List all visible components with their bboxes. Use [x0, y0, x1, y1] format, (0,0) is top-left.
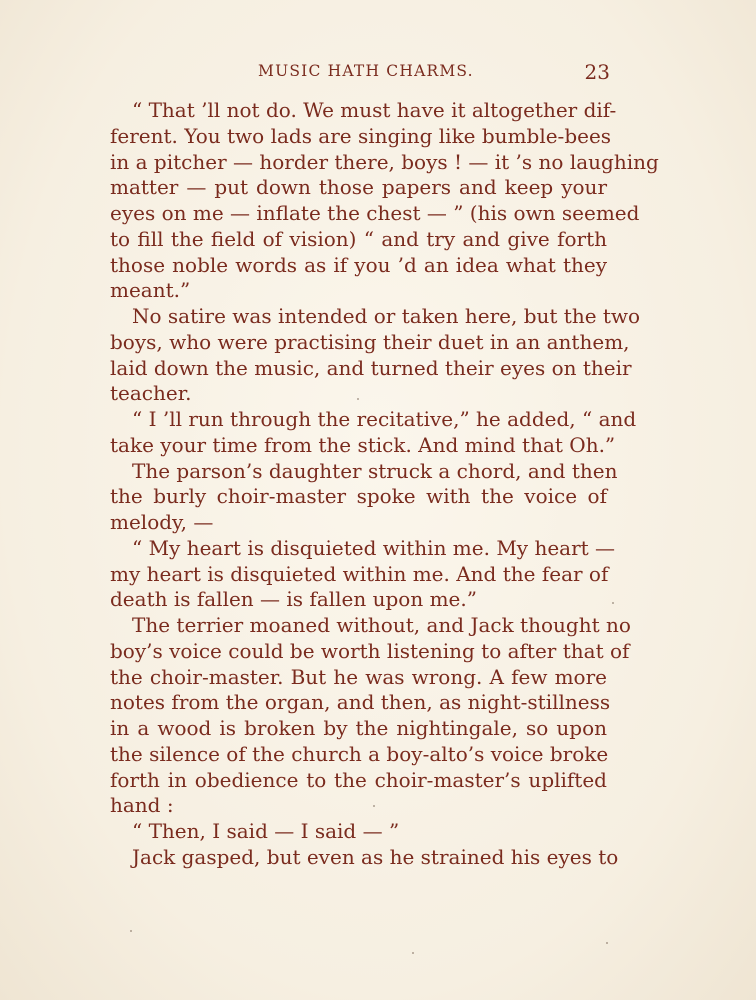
text-line: to fill the field of vision) “ and try and give forth — [110, 226, 607, 251]
text-line: melody, — — [110, 510, 214, 534]
text-line: notes from the organ, and then, as night-stillness — [110, 690, 611, 715]
page-number: 23 — [584, 60, 610, 84]
text-line: eyes on me — inflate the chest — ” (his own seemed — [110, 201, 640, 225]
text-line: Jack gasped, but even as he strained his eyes to — [132, 844, 619, 869]
text-line: my heart is disquieted within me. And the fear of — [110, 561, 609, 586]
text-line: hand : — [110, 793, 174, 818]
running-title: MUSIC HATH CHARMS. — [258, 62, 474, 80]
text-line: The parson’s daughter struck a chord, and then — [132, 458, 618, 483]
text-line: in a pitcher — horder there, boys ! — it ’s no laughing — [110, 149, 659, 174]
text-line: the burly choir-master spoke with the voice of — [110, 484, 607, 509]
text-line: laid down the music, and turned their eyes on their — [110, 355, 632, 380]
text-line: boys, who were practising their duet in an anthem, — [110, 329, 630, 354]
text-line: No satire was intended or taken here, but the two — [132, 304, 641, 328]
text-line: ferent. You two lads are singing like bumble-bees — [110, 123, 612, 148]
text-line: The terrier moaned without, and Jack thought no — [132, 613, 631, 637]
text-line: “ I ’ll run through the recitative,” he added, “ and — [132, 407, 637, 431]
body-text — [110, 98, 659, 871]
text-line: forth in obedience to the choir-master’s uplifted — [110, 767, 607, 792]
paper-speck — [373, 805, 375, 807]
paper-speck — [612, 602, 614, 604]
paper-speck — [412, 952, 414, 954]
text-line: the choir-master. But he was wrong. A few more — [110, 664, 607, 689]
text-line: the silence of the church a boy-alto’s voice broke — [110, 741, 609, 766]
paper-speck — [130, 930, 132, 932]
text-line: death is fallen — is fallen upon me.” — [110, 587, 477, 612]
text-line: those noble words as if you ’d an idea what they — [110, 252, 607, 277]
text-line: “ My heart is disquieted within me. My heart — — [132, 535, 616, 560]
text-line: “ Then, I said — I said — ” — [132, 819, 400, 843]
text-line: teacher. — [110, 381, 192, 406]
paper-speck — [357, 398, 359, 400]
page-header — [110, 60, 610, 86]
text-line: “ That ’ll not do. We must have it altogether dif- — [132, 98, 617, 122]
text-line: in a wood is broken by the nightingale, so upon — [110, 716, 607, 740]
paper-speck — [606, 942, 608, 944]
text-line: matter — put down those papers and keep your — [110, 175, 607, 200]
text-line: take your time from the stick. And mind that Oh.” — [110, 432, 616, 457]
text-line: meant.” — [110, 278, 191, 303]
text-line: boy’s voice could be worth listening to after that of — [110, 638, 630, 663]
